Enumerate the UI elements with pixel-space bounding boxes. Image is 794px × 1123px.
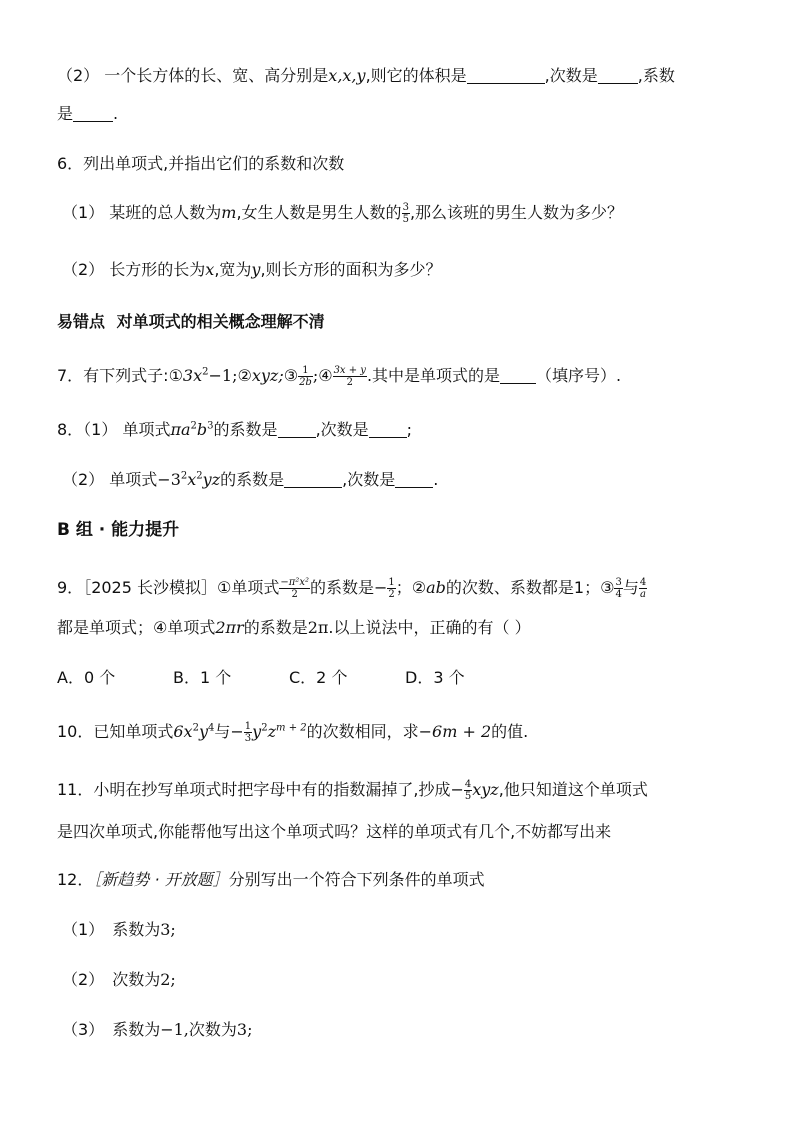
text: 单项式	[109, 470, 158, 489]
text: .	[113, 104, 119, 123]
fraction: $\frac{4}{5}$	[464, 779, 472, 802]
fraction: $\frac{\text{−π²x²}}{2}$	[280, 577, 309, 600]
circled-number: ④	[318, 366, 333, 385]
fraction: $\frac{3}{5}$	[402, 202, 409, 225]
question-6-part-2	[62, 258, 746, 282]
text: ,那么该班的男生人数为多少？	[409, 203, 624, 222]
option-a[interactable]: A．0 个	[57, 668, 116, 687]
text: 单项式	[122, 420, 171, 439]
fraction: $\frac{1}{2}$	[388, 577, 395, 600]
expression: 3x	[182, 366, 203, 385]
variable: m	[221, 203, 237, 222]
circled-number: ②	[237, 366, 252, 385]
question-11-line1: 11．小明在抄写单项式时把字母中有的指数漏掉了,抄成− $\frac{4}{5}$ xyz,他只知道这个单项式	[57, 779, 648, 802]
text: 与	[214, 722, 231, 741]
text: ①单项式	[217, 578, 280, 597]
answer-blank[interactable]	[369, 421, 407, 438]
option-d[interactable]: D．3 个	[405, 668, 465, 687]
question-8-part-1: 8．（1） 单项式$\pi a^2b^3$的系数是 ,次数是 ;	[57, 420, 413, 439]
text: 的值.	[491, 722, 529, 741]
text: 的次数相同，求	[306, 722, 419, 741]
question-6-stem: 6．列出单项式,并指出它们的系数和次数	[57, 154, 345, 173]
text: 10．已知单项式	[57, 722, 174, 741]
answer-blank[interactable]	[284, 471, 342, 488]
expression: b	[196, 420, 208, 439]
text: 与	[622, 578, 639, 597]
question-12-part-1: （1） 系数为3;	[62, 920, 176, 939]
part-number: （2）	[62, 260, 105, 279]
answer-blank[interactable]	[500, 367, 536, 384]
question-6-part-1	[62, 201, 746, 225]
section-desc: 对单项式的相关概念理解不清	[116, 312, 325, 331]
expression: 2πr	[215, 618, 244, 637]
expression: yz	[202, 470, 221, 489]
fraction: $\frac{3}{4}$	[615, 577, 622, 600]
text: ；	[395, 578, 412, 597]
text: ,女生人数是男生人数的	[236, 203, 402, 222]
variable: x	[205, 260, 215, 279]
question-9-options	[57, 666, 746, 690]
circled-number: ①	[168, 366, 183, 385]
section-error-point	[57, 310, 746, 334]
text: ,他只知道这个单项式	[498, 780, 648, 799]
question-8-part-2: （2） 单项式$-3^2x^2yz$的系数是 ,次数是 .	[62, 470, 439, 489]
question-12-stem	[57, 868, 746, 892]
answer-blank-degree[interactable]	[598, 67, 638, 84]
text: ,次数是	[315, 420, 369, 439]
text: （填序号）.	[536, 366, 622, 385]
text: ,则它的体积是	[365, 66, 467, 85]
exponent: 2	[202, 366, 209, 378]
part-number: 8．（1）	[57, 420, 118, 439]
expression: xyz;	[251, 366, 284, 385]
expression: xyz	[472, 780, 499, 799]
text: 都是单项式；④单项式	[57, 618, 216, 637]
fraction: $\frac{1}{2b}$	[299, 365, 312, 388]
text: 的次数、系数都是1；	[445, 578, 601, 597]
expression: 2π	[307, 618, 329, 637]
question-9-line2	[57, 616, 746, 640]
expression: πa	[170, 420, 191, 439]
question-10: 10．已知单项式$6x^2y^4$与− $\frac{1}{3}$ $y^2z^{m + 2}$的次数相同，求−6m + 2的值.	[57, 721, 529, 744]
variables: x,x,y	[328, 66, 366, 85]
section-title: 易错点	[57, 312, 106, 331]
text: ,宽为	[214, 260, 252, 279]
text: 的系数是	[243, 618, 308, 637]
question-11-line2: 是四次单项式,你能帮他写出这个单项式吗？这样的单项式有几个,不妨都写出来	[57, 822, 612, 841]
part-number: （1）	[62, 203, 105, 222]
expression: 6x	[173, 722, 193, 741]
text: 11．小明在抄写单项式时把字母中有的指数漏掉了,抄成	[57, 780, 451, 799]
fraction: $\frac{1}{3}$	[244, 721, 252, 744]
text: 长方形的长为	[109, 260, 206, 279]
question-5-part-2-line2	[57, 102, 746, 126]
fraction: $\frac{3x + y}{2}$	[333, 365, 366, 388]
source-tag: ［新趋势 · 开放题］	[93, 870, 229, 889]
source-tag: ［2025 长沙模拟］	[83, 578, 217, 597]
text: 的系数是	[220, 470, 285, 489]
circled-number: ③	[283, 366, 299, 385]
variable: y	[251, 260, 261, 279]
text: 某班的总人数为	[109, 203, 222, 222]
option-b[interactable]: B．1 个	[173, 668, 232, 687]
expression: x	[187, 470, 197, 489]
fraction: $\frac{4}{a}$	[639, 577, 647, 600]
text: 的系数是	[213, 420, 278, 439]
question-number: 12．	[57, 870, 94, 889]
expression: −6m + 2	[418, 722, 492, 741]
text: ,系数	[637, 66, 675, 85]
text: 的系数是	[309, 578, 374, 597]
answer-blank[interactable]	[395, 471, 433, 488]
text: ;	[406, 420, 413, 439]
text: 分别写出一个符合下列条件的单项式	[228, 870, 485, 889]
text: 7．有下列式子:	[57, 366, 169, 385]
text: ,次数是	[544, 66, 598, 85]
text: ,则长方形的面积为多少？	[260, 260, 442, 279]
part-number: （2）	[62, 470, 105, 489]
question-12-part-3: （3） 系数为−1,次数为3;	[62, 1020, 253, 1039]
text: ,次数是	[342, 470, 396, 489]
option-c[interactable]: C．2 个	[289, 668, 348, 687]
section-b-title: B 组 · 能力提升	[57, 520, 180, 540]
expression: −1;	[208, 366, 238, 385]
answer-blank-coefficient[interactable]	[73, 105, 113, 122]
answer-blank-volume[interactable]	[467, 67, 545, 84]
text: .	[433, 470, 439, 489]
question-number: 9．	[57, 578, 84, 597]
question-12-part-2: （2） 次数为2;	[62, 970, 176, 989]
expression: −3	[157, 470, 181, 489]
part-number: （2）	[57, 66, 100, 85]
text: 是	[57, 104, 74, 123]
question-9-line1: 9．［2025 长沙模拟］①单项式 $\frac{\text{−π²x²}}{2}$ 的系数是− $\frac{1}{2}$ ；②ab的次数、系数都是1；③ $\frac{3}{4}$ 与 $\frac{4}{a}$	[57, 577, 647, 600]
text: .其中是单项式的是	[366, 366, 501, 385]
text: .以上说法中，正确的有（ ）	[328, 618, 531, 637]
question-5-part-2-line1	[57, 64, 746, 88]
text: 一个长方体的长、宽、高分别是	[104, 66, 329, 85]
answer-blank[interactable]	[278, 421, 316, 438]
question-7: 7．有下列式子$:①3x^2-1;②xyz;③$ $\frac{1}{2b}$ ;④ $\frac{3x + y}{2}$ .其中是单项式的是 （填序号）.	[57, 365, 622, 388]
expression: ab	[426, 578, 446, 597]
